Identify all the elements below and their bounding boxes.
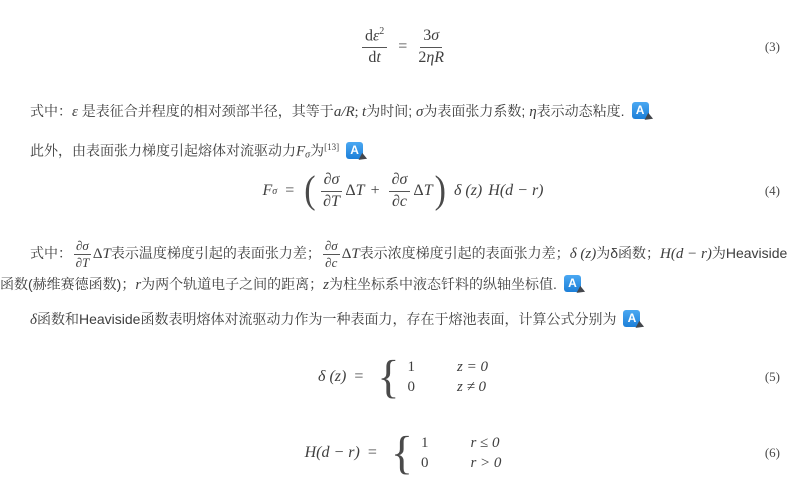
math-term: δ (z) [453, 182, 483, 199]
equation-number-6: (6) [764, 445, 780, 460]
fraction-dsigma-dc-inline [323, 239, 340, 269]
equals-sign: = [354, 368, 364, 385]
text-run: 为表面张力系数; [423, 103, 530, 119]
math-term: a/R [333, 104, 355, 120]
math-term: H(d − r) [304, 444, 360, 461]
case-value: 0 [407, 378, 415, 395]
text-run: 为 [310, 142, 325, 159]
equation-6 [0, 424, 806, 482]
equation-3 [0, 20, 806, 74]
math-term: 3 [423, 26, 432, 44]
math-term: Δ [341, 246, 352, 262]
math-term: d [368, 49, 377, 67]
math-term: H(d − r) [660, 246, 712, 262]
fraction-dsigma-dc [389, 172, 411, 211]
text-run: 表示浓度梯度引起的表面张力差； [359, 245, 570, 261]
math-term: F [262, 182, 273, 199]
plus-sign: + [370, 182, 380, 199]
translate-icon-letter: A [627, 311, 637, 325]
math-term: ∂σ [76, 238, 89, 254]
paragraph-eq56-intro [0, 308, 798, 331]
equation-number-4: (4) [764, 183, 780, 198]
math-term: ε [72, 104, 78, 120]
math-term: η [529, 104, 537, 120]
fraction-dsigma-dT-inline [74, 239, 91, 269]
cursor-arrow-icon [576, 286, 586, 296]
equals-sign: = [367, 444, 377, 461]
equation-5 [0, 348, 806, 406]
math-term: t [362, 104, 367, 120]
math-term: ∂T [323, 192, 340, 210]
translate-icon[interactable] [346, 142, 363, 159]
cursor-arrow-icon [636, 321, 646, 331]
cursor-arrow-icon [359, 152, 369, 162]
case-condition: r ≤ 0 [470, 434, 500, 451]
math-term: T [355, 182, 365, 199]
math-term: ∂T [75, 254, 90, 270]
case-value: 1 [420, 434, 429, 451]
math-term: δ [30, 312, 37, 328]
cases-block: { 1 r ≤ 0 0 r > 0 [390, 426, 502, 479]
case-condition: z ≠ 0 [456, 378, 487, 395]
math-term: Δ [345, 182, 356, 199]
math-term: r [135, 277, 142, 294]
math-term: ∂σ [321, 172, 343, 192]
math-term: σ [431, 26, 440, 44]
math-term: 2 [418, 48, 427, 66]
math-term: δ (z) [318, 368, 347, 385]
citation-reference[interactable]: [13] [324, 142, 340, 152]
math-subscript: σ [305, 149, 311, 161]
math-term: ∂c [392, 192, 408, 210]
math-term: σ [416, 104, 424, 120]
text-run: 是表征合并程度的相对颈部半径，其等于 [77, 103, 334, 119]
paragraph-eq3-notes [0, 100, 798, 124]
case-condition: r > 0 [470, 454, 502, 471]
translate-icon[interactable] [564, 275, 581, 292]
fraction-3sigma-2etaR [418, 28, 444, 67]
text-run: 为柱坐标系中液态钎料的纵轴坐标值. [329, 276, 557, 293]
equation-number-5: (5) [764, 369, 780, 384]
math-term: F [296, 143, 306, 160]
fraction-dsigma-dT [321, 172, 343, 211]
math-subscript: σ [272, 185, 278, 197]
math-term: d [364, 27, 373, 45]
math-term: ηR [426, 48, 445, 66]
text-run: 式中： [30, 103, 72, 119]
text-run: 此外，由表面张力梯度引起熔体对流驱动力 [30, 142, 296, 159]
case-value: 0 [420, 454, 429, 471]
text-run: 函数和Heaviside函数表明熔体对流驱动力作为一种表面力，存在于熔池表面，计算公式分别为 [36, 311, 617, 327]
math-exponent: 2 [379, 26, 385, 38]
math-term: T [351, 246, 360, 262]
math-term: Δ [92, 246, 103, 262]
math-term: Δ [413, 182, 424, 199]
text-run: 为δ函数； [596, 245, 661, 261]
equals-sign: = [398, 38, 408, 55]
case-condition: z = 0 [456, 358, 488, 375]
math-term: z [323, 277, 330, 294]
text-run: ; [354, 105, 363, 120]
fraction-deps2-dt [362, 27, 387, 67]
math-term: δ (z) [569, 246, 597, 262]
math-term: t [376, 49, 381, 67]
math-term: ∂c [325, 254, 338, 270]
equation-4: F σ = ( $\frac{\partial\sigma}{\partial T}$ Δ T + $\frac{\partial\sigma}{\partial c}$ Δ T ) δ (z) H(d − r) (4) [262, 169, 780, 212]
math-term: T [423, 182, 433, 199]
math-term: ε [372, 27, 380, 45]
text-run: 为时间; [366, 103, 416, 119]
equals-sign: = [285, 182, 295, 199]
math-term: T [102, 246, 111, 262]
math-term: ∂σ [389, 172, 411, 192]
math-term: ∂σ [324, 238, 338, 254]
translate-icon-letter: A [350, 142, 359, 157]
text-run: 表示动态粘度. [536, 103, 625, 119]
math-term: H(d − r) [488, 182, 544, 199]
text-run: 为两个轨道电子之间的距离； [141, 276, 324, 293]
text-run: 表示温度梯度引起的表面张力差； [110, 245, 321, 261]
translate-icon-letter: A [568, 276, 577, 291]
case-value: 1 [407, 358, 415, 375]
equation-number-3: (3) [764, 39, 780, 54]
paragraph-eq4-notes [0, 238, 798, 300]
text-run: 式中： [30, 245, 72, 261]
translate-icon-letter: A [635, 103, 645, 117]
text-run: 为Heaviside函数(赫维赛德函数)； [0, 245, 788, 293]
translate-icon[interactable] [623, 310, 640, 327]
cases-block: { 1 z = 0 0 z ≠ 0 [377, 350, 488, 403]
translate-icon[interactable] [632, 102, 649, 119]
